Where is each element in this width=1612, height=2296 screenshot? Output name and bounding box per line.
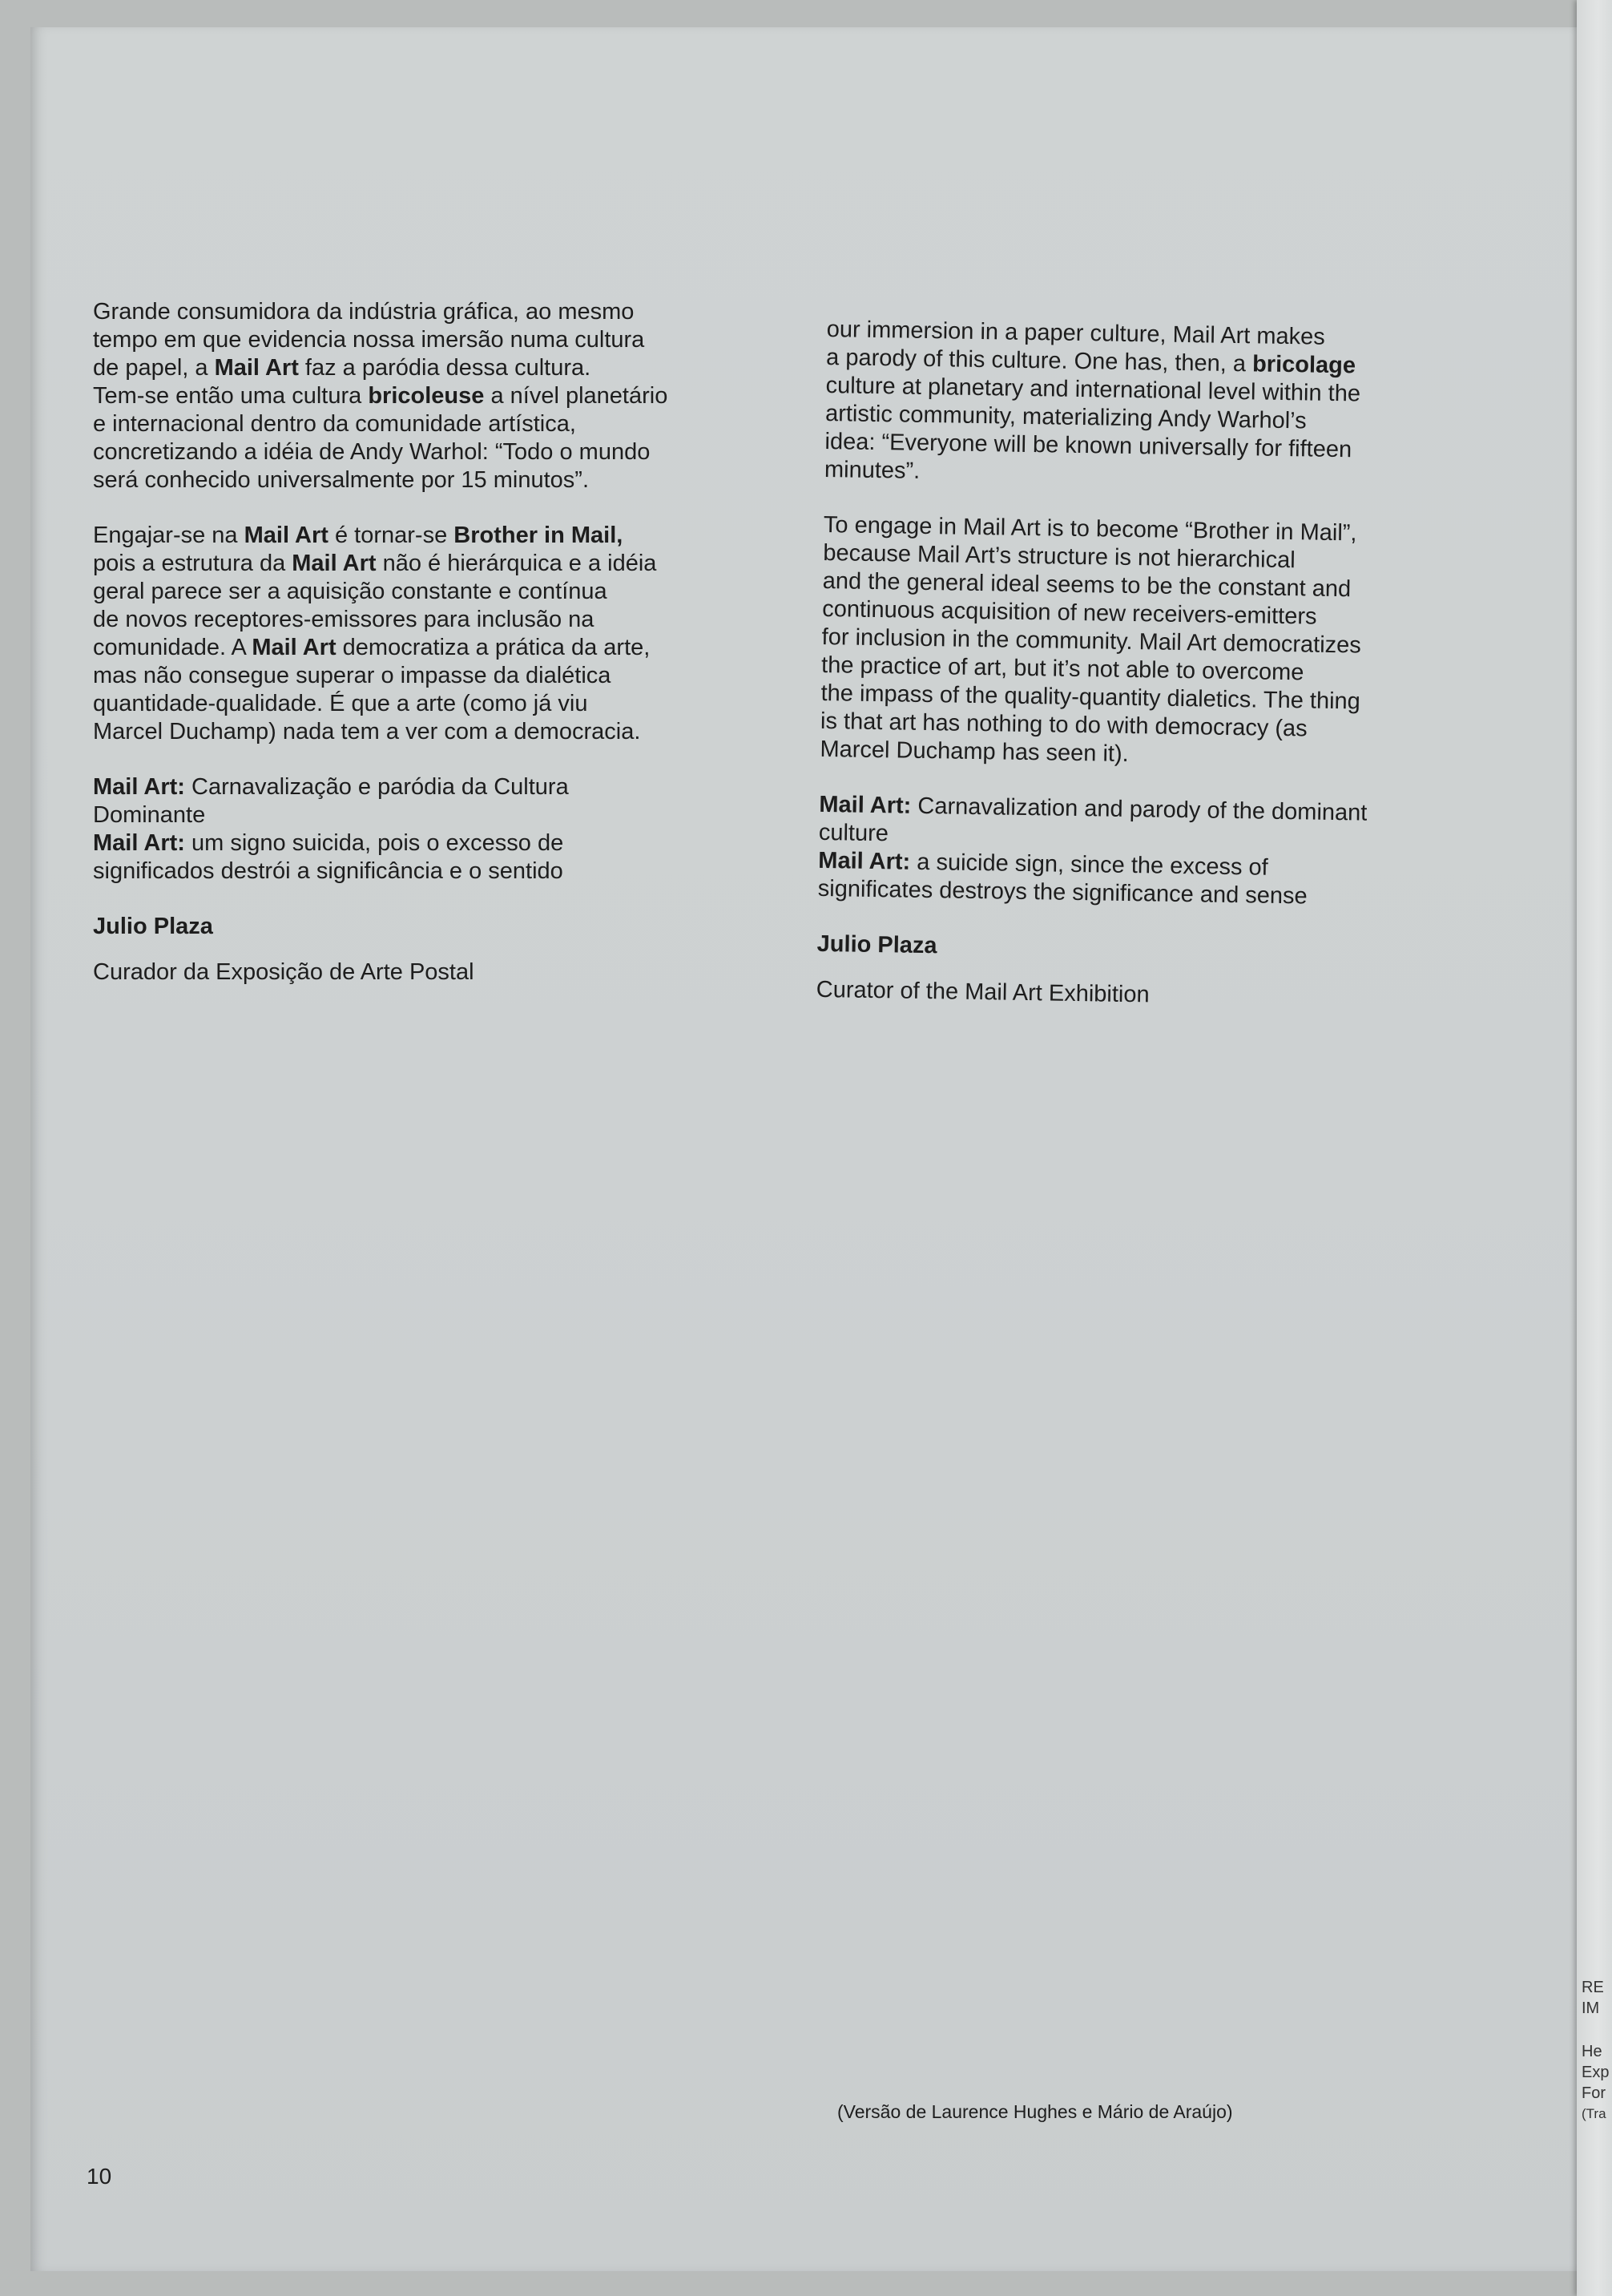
text-line: Mail Art: um signo suicida, pois o excesso de [93, 830, 564, 856]
english-column [816, 316, 1532, 1015]
text-line: será conhecido universalmente por 15 minutos”. [93, 467, 589, 493]
text-line: Tem-se então uma cultura bricoleuse a nível planetário [93, 383, 668, 409]
page-number: 10 [87, 2164, 112, 2189]
text-line: Marcel Duchamp) nada tem a ver com a democracia. [93, 719, 641, 744]
emphasis: Mail Art: [93, 774, 185, 800]
text-line: Mail Art: a suicide sign, since the excess of [818, 847, 1268, 881]
adjacent-page-fragment: RE [1582, 1979, 1604, 1996]
text-line: artistic community, materializing Andy Warhol’s [824, 400, 1307, 434]
text-line: is that art has nothing to do with democracy (as [820, 708, 1308, 742]
text-line: de novos receptores-emissores para inclusão na [93, 607, 594, 632]
text-line: Marcel Duchamp has seen it). [820, 736, 1129, 767]
text-line: minutes”. [824, 456, 921, 484]
text-line: the practice of art, but it’s not able to overcome [820, 652, 1304, 686]
adjacent-page-edge [1577, 0, 1612, 2296]
text-line: significates destroys the significance and sense [817, 875, 1308, 910]
emphasis: Mail Art [292, 551, 377, 576]
emphasis: bricolage [1251, 351, 1356, 379]
pt-signature-name: Julio Plaza [93, 914, 213, 939]
text-line: the impass of the quality-quantity dialetics. The thing [820, 680, 1361, 715]
pt-paragraph-2 [93, 522, 806, 746]
text-line: de papel, a Mail Art faz a paródia dessa cultura. [93, 355, 591, 381]
adjacent-page-fragment: Exp [1582, 2064, 1610, 2081]
text-line: To engage in Mail Art is to become “Brother in Mail”, [823, 511, 1357, 547]
text-line: Grande consumidora da indústria gráfica, ao mesmo [93, 299, 635, 325]
emphasis: Mail Art [244, 523, 328, 548]
pt-signature-role: Curador da Exposição de Arte Postal [93, 959, 474, 985]
en-paragraph-1 [824, 316, 1532, 495]
text-line: Mail Art: Carnavalização e paródia da Cultura [93, 774, 569, 800]
text-line: because Mail Art’s structure is not hierarchical [823, 539, 1296, 574]
emphasis: Mail Art: [819, 791, 912, 819]
text-line: continuous acquisition of new receivers-emitters [821, 595, 1317, 630]
portuguese-column [93, 298, 806, 987]
emphasis: Mail Art [214, 355, 299, 381]
text-line: Engajar-se na Mail Art é tornar-se Brother in Mail, [93, 523, 623, 548]
text-line: culture at planetary and international level within the [825, 372, 1361, 407]
emphasis: Mail Art: [818, 847, 911, 875]
text-line: pois a estrutura da Mail Art não é hierárquica e a idéia [93, 551, 657, 576]
text-line: tempo em que evidencia nossa imersão numa cultura [93, 327, 645, 353]
adjacent-page-fragment: IM [1582, 1999, 1600, 2017]
en-signature-name: Julio Plaza [816, 930, 937, 959]
text-line: concretizando a idéia de Andy Warhol: “Todo o mundo [93, 439, 651, 465]
en-paragraph-3 [817, 791, 1524, 914]
pt-paragraph-1 [93, 298, 806, 494]
text-line: culture [818, 819, 889, 847]
en-paragraph-2 [820, 511, 1529, 775]
en-signature-role: Curator of the Mail Art Exhibition [816, 976, 1150, 1008]
text-line: e internacional dentro da comunidade artística, [93, 411, 576, 437]
emphasis: Mail Art [252, 635, 337, 660]
text-line: our immersion in a paper culture, Mail Art makes [826, 316, 1326, 350]
text-line: idea: “Everyone will be known universally for fifteen [824, 428, 1352, 463]
adjacent-page-fragment: For [1582, 2084, 1606, 2102]
text-line: for inclusion in the community. Mail Art democratizes [821, 623, 1362, 659]
text-line: Mail Art: Carnavalization and parody of the dominant [819, 791, 1368, 826]
text-line: comunidade. A Mail Art democratiza a prática da arte, [93, 635, 651, 660]
text-line: mas não consegue superar o impasse da dialética [93, 663, 611, 688]
text-line: Dominante [93, 802, 206, 828]
adjacent-page-fragment: He [1582, 2043, 1602, 2060]
translation-credit: (Versão de Laurence Hughes e Mário de Araújo) [837, 2101, 1233, 2122]
emphasis: bricoleuse [368, 383, 485, 409]
text-line: geral parece ser a aquisição constante e contínua [93, 579, 607, 604]
emphasis: Brother in Mail, [453, 523, 623, 548]
adjacent-page-fragment: (Tra [1582, 2106, 1606, 2121]
text-line: quantidade-qualidade. É que a arte (como já viu [93, 691, 588, 716]
pt-paragraph-3 [93, 773, 806, 886]
text-line: a parody of this culture. One has, then, a bricolage [825, 344, 1356, 379]
text-line: and the general ideal seems to be the constant and [822, 567, 1352, 603]
text-line: significados destrói a significância e o sentido [93, 858, 563, 884]
emphasis: Mail Art: [93, 830, 185, 856]
